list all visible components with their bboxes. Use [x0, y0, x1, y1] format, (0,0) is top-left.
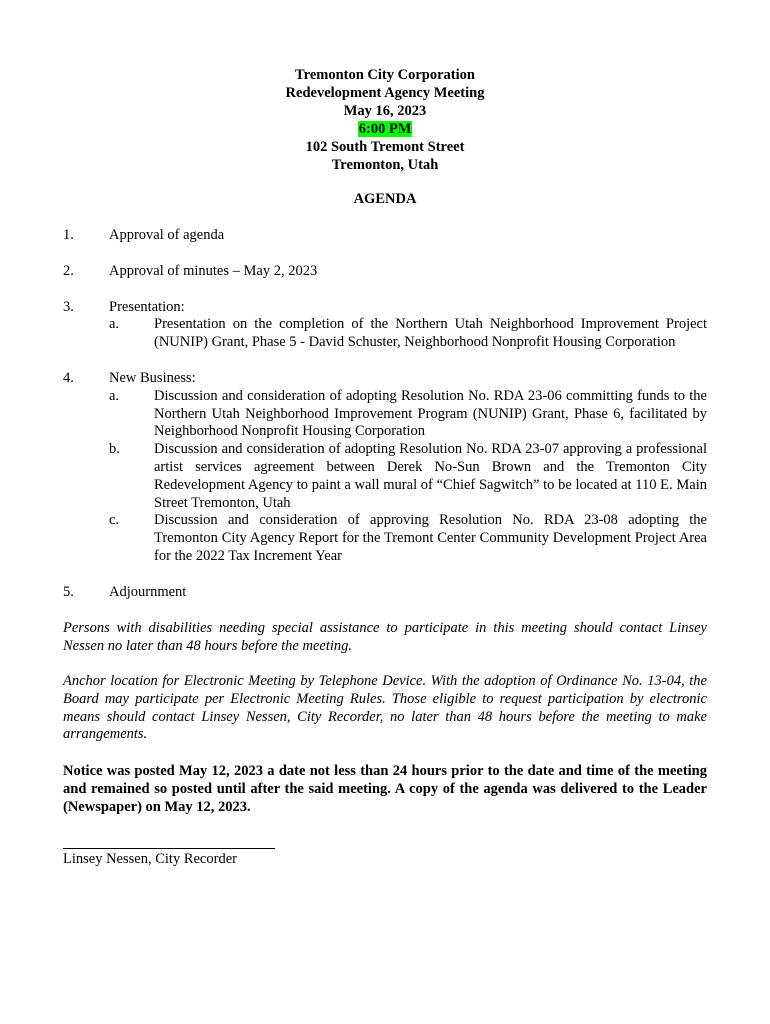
item-number: 5. — [63, 583, 74, 600]
disabilities-notice: Persons with disabilities needing special assistance to participate in this meeting should contact Linsey Nessen no later than 48 hours before the meeting. — [63, 620, 707, 654]
item-text: Approval of minutes – May 2, 2023 — [109, 262, 318, 279]
meeting-time: 6:00 PM — [358, 121, 412, 137]
item-number: 2. — [63, 262, 74, 279]
electronic-meeting-notice: Anchor location for Electronic Meeting by Telephone Device. With the adoption of Ordinance No. 13-04, the Board may participate per Electronic Meeting Rules. Those eligible to request participation by electronic means should contact Linsey Nessen, City Recorder, no later than 48 hours before the meeting to make arrangements. — [63, 673, 707, 743]
meeting-address: 102 South Tremont Street — [305, 139, 465, 155]
sub-item-text: Discussion and consideration of approving Resolution No. RDA 23-08 adopting the Tremonton City Agency Report for the Tremont Center Community Development Project Area for the 2022 Tax Increment Year — [154, 512, 707, 564]
signature-name: Linsey Nessen, City Recorder — [63, 851, 237, 867]
item-number: 3. — [63, 298, 74, 315]
sub-item-letter: b. — [109, 441, 120, 458]
item-text: New Business: — [109, 369, 196, 386]
item-text: Adjournment — [109, 583, 187, 600]
sub-item-letter: a. — [109, 316, 120, 333]
sub-item-letter: c. — [109, 512, 120, 529]
sub-item-text: Presentation on the completion of the Northern Utah Neighborhood Improvement Project (NUNIP) Grant, Phase 5 - David Schuster, Neighborhood Nonprofit Housing Corporation — [154, 316, 707, 351]
agenda-item — [63, 227, 707, 245]
item-text: Approval of agenda — [109, 227, 225, 243]
agenda-items — [63, 227, 707, 620]
org-name: Tremonton City Corporation — [295, 67, 475, 83]
sub-item — [109, 512, 707, 565]
meeting-city: Tremonton, Utah — [331, 157, 439, 173]
agenda-item — [63, 370, 707, 566]
sub-item — [109, 316, 707, 352]
sub-item — [109, 388, 707, 441]
meeting-name: Redevelopment Agency Meeting — [285, 85, 485, 101]
sub-item — [109, 441, 707, 512]
agenda-title: AGENDA — [353, 191, 417, 207]
item-text: Presentation: — [109, 298, 185, 315]
item-number: 4. — [63, 369, 74, 386]
signature-line — [63, 848, 275, 849]
sub-item-letter: a. — [109, 387, 120, 404]
meeting-header — [63, 66, 707, 174]
agenda-item — [63, 263, 707, 281]
sub-item-text: Discussion and consideration of adopting Resolution No. RDA 23-06 committing funds to the Northern Utah Neighborhood Improvement Program (NUNIP) Grant, Phase 6, facilitated by Neighborhood Nonprofit Housing Corporation — [154, 387, 707, 440]
meeting-date: May 16, 2023 — [343, 103, 427, 119]
item-number: 1. — [63, 227, 74, 243]
agenda-item — [63, 299, 707, 352]
posting-notice: Notice was posted May 12, 2023 a date not less than 24 hours prior to the date and time of the meeting and remained so posted until after the said meeting. A copy of the agenda was delivered to the Leader (Newspaper) on May 12, 2023. — [63, 763, 707, 815]
sub-item-text: Discussion and consideration of adopting Resolution No. RDA 23-07 approving a professional artist services agreement between Derek No-Sun Brown and the Tremonton City Redevelopment Agency to paint a wall mural of “Chief Sagwitch” to be located at 110 E. Main Street Tremonton, Utah — [154, 441, 707, 511]
agenda-item — [63, 584, 707, 602]
